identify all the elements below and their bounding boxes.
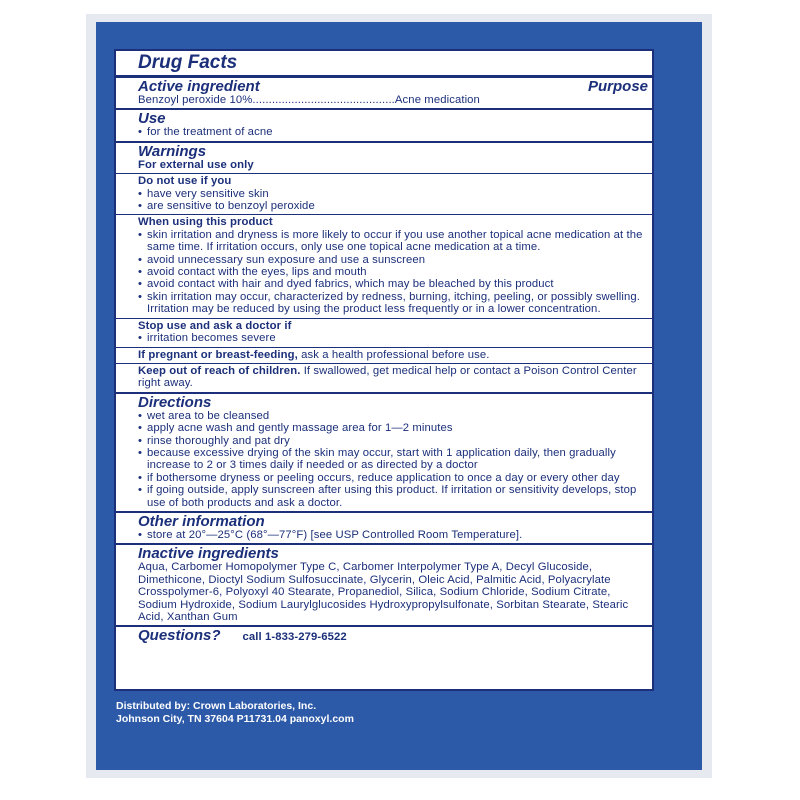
distributor-line-2: Johnson City, TN 37604 P11731.04 panoxyl.com	[116, 713, 354, 725]
do-not-use-section	[116, 174, 652, 215]
list-item: • skin irritation may occur, characterized by redness, burning, itching, peeling, or possibly swelling. Irritation may be reduced by using the product less frequently or in a lower concentration.	[138, 291, 648, 316]
drug-facts-title: Drug Facts	[138, 52, 238, 73]
use-section	[116, 110, 652, 142]
other-information-heading: Other information	[138, 512, 265, 530]
pregnant-section	[116, 348, 652, 364]
stop-use-heading: Stop use and ask a doctor if	[138, 319, 292, 332]
when-using-section	[116, 215, 652, 318]
inactive-ingredients-text: Aqua, Carbomer Homopolymer Type C, Carbomer Interpolymer Type A, Decyl Glucoside, Dimethicone, Dioctyl Sodium Sulfosuccinate, Glycerin, Oleic Acid, Palmitic Acid, Polyacrylate Crosspolymer-6, Polyoxyl 40 Stearate, Propanediol, Silica, Sodium Chloride, Sodium Citrate, Sodium Hydroxide, Sodium Laurylglucosides Hydroxypropylsulfonate, Sorbitan Stearate, Stearic Acid, Xanthan Gum	[138, 561, 629, 623]
list-item: • avoid unnecessary sun exposure and use a sunscreen	[138, 254, 648, 266]
list-item: • for the treatment of acne	[138, 126, 648, 138]
pregnant-body: ask a health professional before use.	[301, 348, 490, 361]
list-item: • rinse thoroughly and pat dry	[138, 435, 648, 447]
list-item: • avoid contact with the eyes, lips and mouth	[138, 266, 648, 278]
active-ingredient-heading: Active ingredient	[138, 78, 260, 95]
ingredient-name: Benzoyl peroxide 10%	[138, 94, 253, 106]
dot-leader: ............................................	[252, 94, 395, 106]
distributor-info	[116, 700, 354, 726]
children-body: If swallowed, get medical help or contact a Poison Control Center right away.	[138, 364, 637, 390]
drug-facts-label	[114, 49, 654, 691]
list-item: • have very sensitive skin	[138, 188, 648, 200]
pregnant-bold: If pregnant or breast-feeding,	[138, 348, 298, 361]
list-item: • avoid contact with hair and dyed fabrics, which may be bleached by this product	[138, 278, 648, 290]
pregnant-text	[138, 349, 648, 361]
use-list	[138, 126, 648, 138]
purpose-value: Acne medication	[394, 94, 480, 106]
inactive-ingredients-section	[116, 545, 652, 627]
children-bold: Keep out of reach of children.	[138, 364, 301, 377]
other-information-section	[116, 513, 652, 545]
list-item: • skin irritation and dryness is more likely to occur if you use another topical acne medication at the same time. If irritation occurs, only use one topical acne medication at a time.	[138, 229, 648, 254]
list-item: • irritation becomes severe	[138, 332, 648, 344]
children-section	[116, 364, 652, 394]
list-item: • apply acne wash and gently massage area for 1—2 minutes	[138, 422, 648, 434]
questions-phone: call 1-833-279-6522	[242, 631, 347, 644]
do-not-use-heading: Do not use if you	[138, 175, 232, 188]
list-item: • wet area to be cleansed	[138, 410, 648, 422]
list-item: • are sensitive to benzoyl peroxide	[138, 200, 648, 212]
active-ingredient-line	[138, 94, 648, 106]
directions-heading: Directions	[138, 393, 212, 411]
warnings-header-section	[116, 143, 652, 174]
directions-list	[138, 410, 648, 509]
list-item: • store at 20°—25°C (68°—77°F) [see USP Controlled Room Temperature].	[138, 529, 648, 541]
warnings-heading: Warnings	[138, 142, 207, 160]
directions-section	[116, 394, 652, 513]
list-item: • because excessive drying of the skin may occur, start with 1 application daily, then gradually increase to 2 or 3 times daily if needed or as directed by a doctor	[138, 447, 648, 472]
when-using-list	[138, 229, 648, 316]
active-ingredient-section	[116, 78, 652, 110]
inactive-ingredients-heading: Inactive ingredients	[138, 545, 279, 563]
questions-heading: Questions?	[138, 627, 221, 645]
use-heading: Use	[138, 110, 166, 128]
children-text	[138, 365, 648, 390]
distributor-line-1: Distributed by: Crown Laboratories, Inc.	[116, 700, 317, 712]
external-use-text: For external use only	[138, 158, 254, 171]
do-not-use-list	[138, 188, 648, 213]
questions-row	[138, 628, 648, 643]
stop-use-list	[138, 332, 648, 344]
list-item: • if going outside, apply sunscreen after using this product. If irritation or sensitivity develops, stop use of both products and ask a doctor.	[138, 484, 648, 509]
stop-use-section	[116, 319, 652, 348]
other-information-list	[138, 529, 648, 541]
when-using-heading: When using this product	[138, 216, 273, 229]
purpose-heading: Purpose	[587, 78, 648, 95]
list-item: • if bothersome dryness or peeling occurs, reduce application to once a day or every other day	[138, 472, 648, 484]
title-section	[116, 51, 652, 78]
questions-section	[116, 627, 652, 645]
active-header-row	[138, 79, 648, 94]
